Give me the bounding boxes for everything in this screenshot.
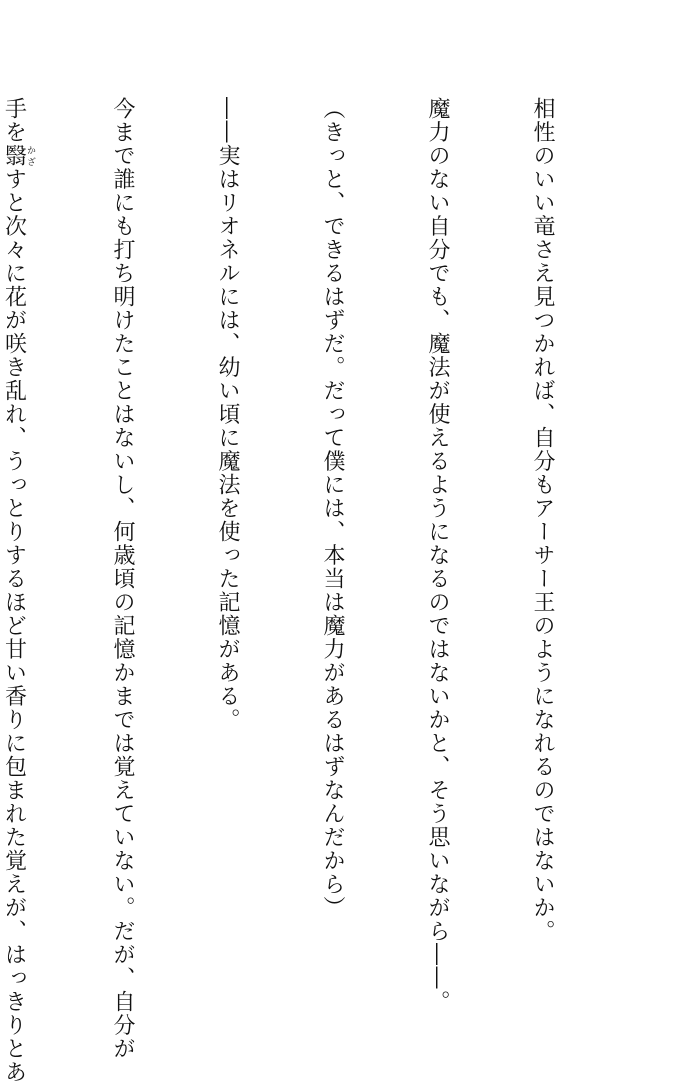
vertical-text-block [0,97,630,957]
text-line-3: （きっと、できるはずだ。だって僕には、本当は魔力があるはずなんだから） [315,97,350,957]
text-line-1: 相性のいい竜さえ見つかれば、自分もアーサー王のようになれるのではないか。 [525,97,560,957]
text-line-6-tail: すと次々に花が咲き乱れ、うっとりするほど甘い香りに包まれた覚えが、はっきりとあ [2,168,27,1084]
ruby-kazasu-reading: かざ [25,144,35,168]
text-line-5: 今まで誰にも打ち明けたことはないし、何歳頃の記憶かまでは覚えていない。だが、自分が [105,97,140,957]
ruby-kazasu [2,144,27,168]
ruby-kazasu-base: 翳 [2,144,27,168]
text-line-4: ――実はリオネルには、幼い頃に魔法を使った記憶がある。 [210,97,245,957]
text-line-6 [0,97,35,957]
text-line-2: 魔力のない自分でも、魔法が使えるようになるのではないかと、そう思いながら――。 [420,97,455,957]
text-line-6-head: 手を [2,97,27,144]
